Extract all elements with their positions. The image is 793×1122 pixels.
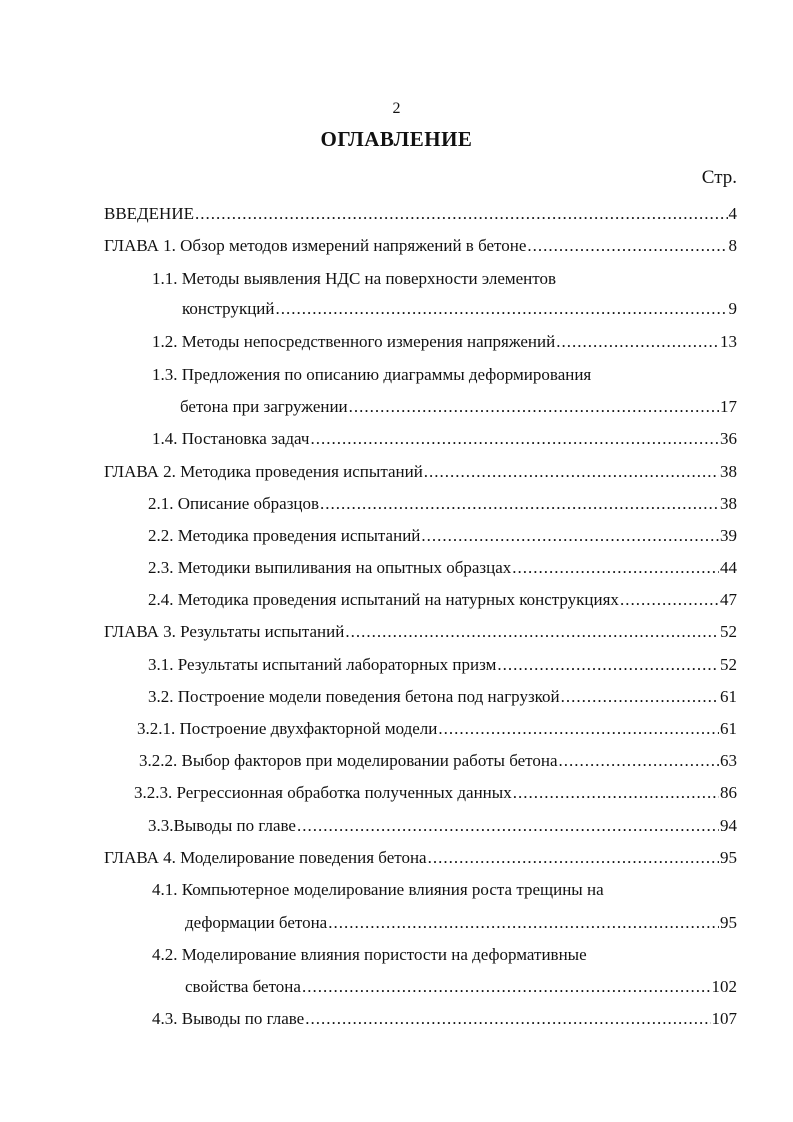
toc-entry-4-2-title: 4.2. Моделирование влияния пористости на деформативные [152, 945, 587, 964]
toc-entry-2-4 [148, 589, 737, 611]
toc-entry-title: 3.2.1. Построение двухфакторной модели [137, 719, 438, 738]
toc-entry-page: 44 [720, 558, 737, 577]
toc-entry-chapter-1 [104, 235, 737, 257]
toc-entry-title: 3.2. Построение модели поведения бетона под нагрузкой [148, 687, 560, 706]
toc-entry-title: 3.1. Результаты испытаний лабораторных призм [148, 655, 497, 674]
toc-entry-3-2-1 [137, 718, 737, 740]
toc-entry-2-2 [148, 525, 737, 547]
toc-entry-page: 95 [720, 913, 737, 932]
toc-entry-title: свойства бетона [185, 977, 301, 996]
toc-entry-page: 61 [720, 687, 737, 706]
toc-entry-title: ГЛАВА 3. Результаты испытаний [104, 622, 345, 641]
toc-entry-4-2 [185, 976, 737, 998]
toc-entry-title: 3.2.2. Выбор факторов при моделировании работы бетона [139, 751, 558, 770]
toc-entry-title: ГЛАВА 4. Моделирование поведения бетона [104, 848, 427, 867]
toc-entry-title: 2.2. Методика проведения испытаний [148, 526, 421, 545]
toc-entry-title: конструкций [182, 299, 275, 318]
toc-entry-page: 36 [720, 429, 737, 448]
toc-entry-page: 38 [720, 462, 737, 481]
toc-entry-page: 9 [728, 299, 737, 318]
toc-entry-title: 1.2. Методы непосредственного измерения напряжений [152, 332, 556, 351]
toc-entry-4-1-title: 4.1. Компьютерное моделирование влияния роста трещины на [152, 880, 604, 899]
toc-entry-2-3 [148, 557, 737, 579]
toc-entry-chapter-2 [104, 461, 737, 483]
toc-entry-page: 47 [720, 590, 737, 609]
toc-entry-3-1 [148, 654, 737, 676]
toc-entry-title: 3.2.3. Регрессионная обработка полученных данных [134, 783, 512, 802]
toc-entry-title: деформации бетона [185, 913, 328, 932]
toc-entry-page: 107 [711, 1009, 737, 1028]
toc-entry-title: 2.3. Методики выпиливания на опытных образцах [148, 558, 512, 577]
toc-entry-page: 8 [728, 236, 737, 255]
toc-entry-page: 4 [728, 204, 737, 223]
toc-entry-title: ВВЕДЕНИЕ [104, 204, 194, 223]
toc-entry-3-2-3 [134, 782, 737, 804]
toc-entry-title: ГЛАВА 2. Методика проведения испытаний [104, 462, 423, 481]
toc-entry-4-3 [152, 1008, 737, 1030]
toc-entry-3-2 [148, 686, 737, 708]
toc-entry-1-2 [152, 331, 737, 353]
toc-entry-chapter-4 [104, 847, 737, 869]
toc-entry-introduction [104, 203, 737, 225]
toc-entry-page: 38 [720, 494, 737, 513]
toc-entry-page: 94 [720, 816, 737, 835]
toc-entry-page: 52 [720, 622, 737, 641]
toc-entry-page: 17 [720, 397, 737, 416]
toc-entry-title: 3.3.Выводы по главе [148, 816, 296, 835]
toc-entry-title: 4.3. Выводы по главе [152, 1009, 305, 1028]
page-number: 2 [392, 100, 401, 117]
page-title: ОГЛАВЛЕНИЕ [320, 127, 473, 151]
toc-entry-1-1-title: 1.1. Методы выявления НДС на поверхности элементов [152, 269, 557, 288]
toc-entry-page: 63 [720, 751, 737, 770]
toc-entry-title: 2.4. Методика проведения испытаний на натурных конструкциях [148, 590, 619, 609]
toc-entry-1-3-title: 1.3. Предложения по описанию диаграммы деформирования [152, 365, 592, 384]
toc-entry-3-3 [148, 815, 737, 837]
toc-entry-page: 52 [720, 655, 737, 674]
toc-entry-title: ГЛАВА 1. Обзор методов измерений напряжений в бетоне [104, 236, 527, 255]
toc-entry-title: 2.1. Описание образцов [148, 494, 320, 513]
toc-entry-1-3 [180, 396, 737, 418]
page-column-header: Стр. [701, 167, 737, 188]
toc-entry-chapter-3 [104, 621, 737, 643]
toc-entry-page: 61 [720, 719, 737, 738]
toc-entry-title: бетона при загружении [180, 397, 348, 416]
toc-entry-title: 1.4. Постановка задач [152, 429, 310, 448]
toc-entry-4-1 [185, 912, 737, 934]
toc-entry-page: 39 [720, 526, 737, 545]
toc-entry-page: 102 [711, 977, 737, 996]
toc-entry-page: 13 [720, 332, 737, 351]
toc-entry-page: 86 [720, 783, 737, 802]
toc-entry-2-1 [148, 493, 737, 515]
toc-entry-1-4 [152, 428, 737, 450]
toc-entry-page: 95 [720, 848, 737, 867]
toc-entry-3-2-2 [139, 750, 737, 772]
toc-entry-1-1 [182, 298, 737, 320]
